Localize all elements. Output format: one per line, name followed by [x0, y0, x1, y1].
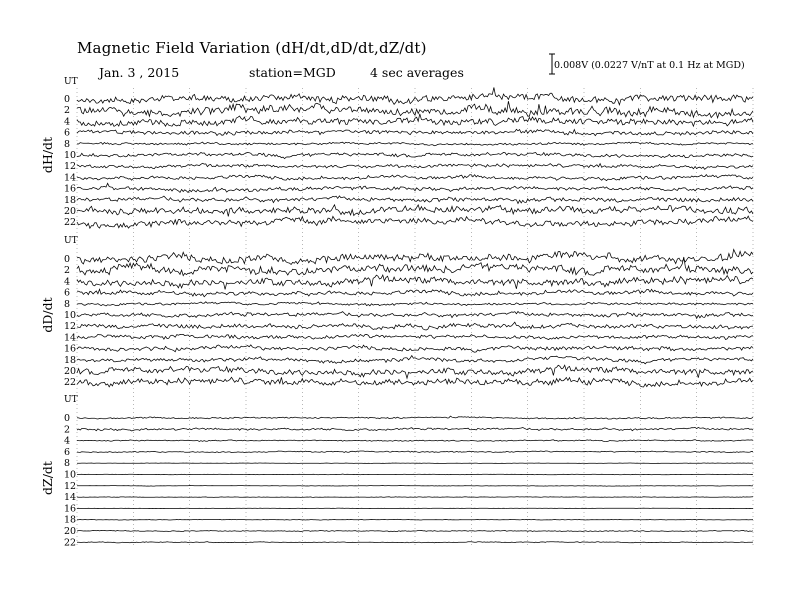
ut-label: UT	[64, 77, 78, 87]
trace-dHdt-hour-22	[77, 216, 753, 228]
hour-label: 8	[64, 298, 71, 310]
chart-title: Magnetic Field Variation (dH/dt,dD/dt,dZ/dt)	[77, 39, 427, 57]
panel-ylabel: dD/dt	[40, 297, 55, 333]
trace-dHdt-hour-14	[77, 175, 753, 181]
panel-ylabel: dH/dt	[40, 136, 55, 174]
hour-label: 6	[64, 446, 71, 458]
date-label: Jan. 3 , 2015	[99, 65, 180, 80]
trace-dZdt-hour-20	[77, 530, 753, 531]
trace-dHdt-hour-2	[77, 101, 753, 118]
hour-label: 8	[64, 138, 71, 150]
hour-label: 16	[64, 503, 77, 515]
trace-dZdt-hour-2	[77, 427, 753, 431]
hour-label: 18	[64, 354, 77, 366]
hour-label: 8	[64, 458, 71, 470]
hour-label: 18	[64, 194, 77, 206]
hour-label: 6	[64, 127, 71, 139]
panel-ylabel: dZ/dt	[40, 461, 55, 495]
hour-label: 4	[64, 116, 71, 128]
trace-dHdt-hour-8	[77, 142, 753, 146]
ut-label: UT	[64, 395, 78, 405]
hour-label: 6	[64, 287, 71, 299]
trace-dDdt-hour-8	[77, 302, 753, 306]
hour-label: 22	[64, 377, 77, 389]
hour-label: 12	[64, 321, 77, 333]
scale-label: 0.008V (0.0227 V/nT at 0.1 Hz at MGD)	[554, 60, 745, 71]
trace-dZdt-hour-22	[77, 542, 753, 543]
trace-dZdt-hour-8	[77, 463, 753, 464]
hour-label: 16	[64, 343, 77, 355]
hour-label: 14	[64, 172, 77, 184]
hour-label: 22	[64, 537, 77, 549]
hour-label: 10	[64, 150, 77, 161]
hour-label: 2	[64, 424, 71, 436]
hour-label: 18	[64, 514, 77, 526]
trace-dZdt-hour-18	[77, 519, 753, 520]
station-label: station=MGD	[249, 65, 336, 80]
trace-dHdt-hour-20	[77, 205, 753, 217]
trace-dZdt-hour-12	[77, 486, 753, 487]
hour-label: 2	[64, 105, 71, 117]
hour-label: 2	[64, 265, 71, 277]
hour-label: 12	[64, 161, 77, 173]
trace-dDdt-hour-22	[77, 377, 753, 387]
hour-label: 4	[64, 435, 71, 447]
ut-label: UT	[64, 236, 78, 246]
trace-dHdt-hour-10	[77, 152, 753, 158]
trace-dDdt-hour-6	[77, 289, 753, 297]
trace-dZdt-hour-4	[77, 440, 753, 442]
hour-label: 0	[64, 254, 71, 265]
hour-label: 0	[64, 94, 71, 105]
averaging-label: 4 sec averages	[370, 65, 464, 80]
hour-label: 12	[64, 480, 77, 492]
hour-label: 0	[64, 413, 71, 424]
trace-dZdt-hour-16	[77, 508, 753, 509]
trace-dZdt-hour-14	[77, 497, 753, 498]
hour-label: 10	[64, 469, 77, 481]
hour-label: 22	[64, 217, 77, 229]
hour-label: 4	[64, 276, 71, 288]
hour-label: 14	[64, 332, 77, 344]
trace-dDdt-hour-4	[77, 275, 753, 289]
hour-label: 20	[64, 526, 77, 537]
hour-label: 14	[64, 492, 77, 504]
trace-dHdt-hour-18	[77, 196, 753, 204]
trace-dZdt-hour-10	[77, 474, 753, 475]
hour-label: 10	[64, 310, 77, 321]
hour-label: 20	[64, 366, 77, 377]
hour-label: 16	[64, 183, 77, 195]
hour-label: 20	[64, 206, 77, 217]
